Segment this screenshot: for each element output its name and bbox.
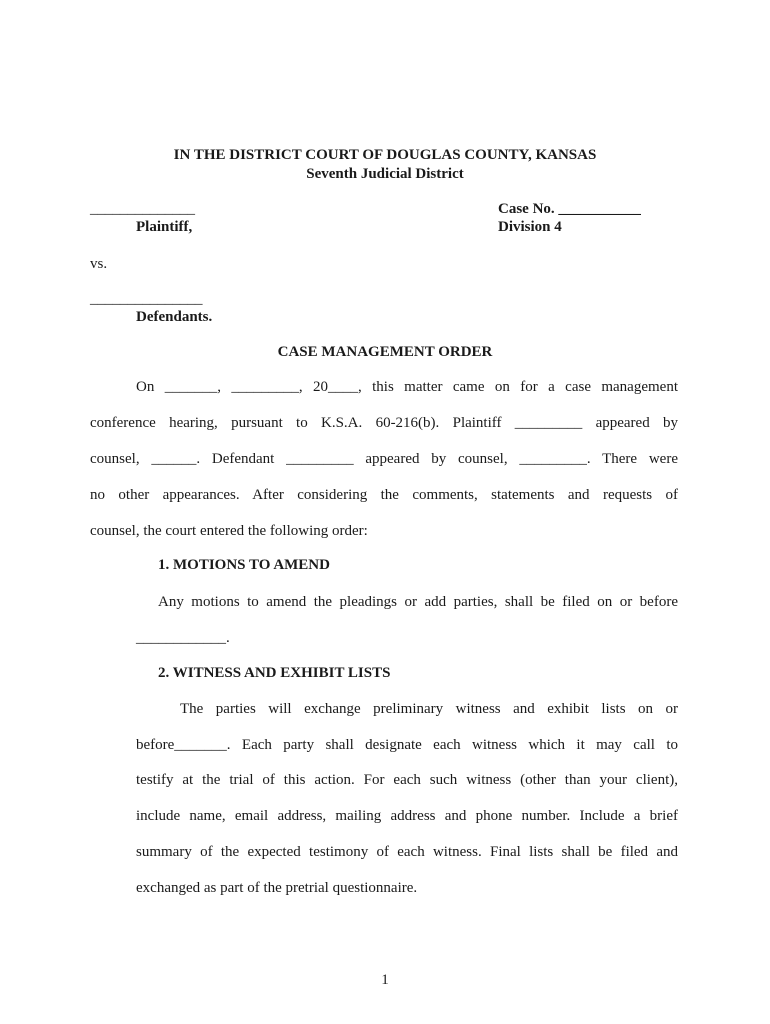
division-label: Division 4 [498, 219, 562, 235]
intro-line-4: no other appearances. After considering the comments, statements and requests of [90, 487, 678, 503]
intro-line-5: counsel, the court entered the following order: [90, 523, 368, 539]
intro-line-3: counsel, ______. Defendant _________ appeared by counsel, _________. There were [90, 451, 678, 467]
section-1-line-2: ____________. [136, 630, 230, 646]
plaintiff-blank: ______________ [90, 201, 195, 217]
section-2-line-4: include name, email address, mailing address and phone number. Include a brief [136, 808, 678, 824]
plaintiff-label: Plaintiff, [136, 219, 193, 235]
section-2-line-5: summary of the expected testimony of each witness. Final lists shall be filed and [136, 844, 678, 860]
intro-line-2: conference hearing, pursuant to K.S.A. 60-216(b). Plaintiff _________ appeared by [90, 415, 678, 431]
section-2-line-1: The parties will exchange preliminary witness and exhibit lists on or [180, 701, 678, 717]
defendant-blank: _______________ [90, 291, 203, 307]
section-1-line-1: Any motions to amend the pleadings or add parties, shall be filed on or before [158, 594, 678, 610]
defendant-label: Defendants. [136, 309, 213, 325]
intro-line-1: On _______, _________, 20____, this matter came on for a case management [136, 379, 678, 395]
section-2-heading: 2. WITNESS AND EXHIBIT LISTS [158, 665, 391, 681]
district-heading: Seventh Judicial District [306, 166, 464, 182]
case-number: Case No. ___________ [498, 201, 641, 217]
section-2-line-3: testify at the trial of this action. For each such witness (other than your client), [136, 772, 678, 788]
order-title: CASE MANAGEMENT ORDER [277, 344, 493, 360]
section-2-line-6: exchanged as part of the pretrial questionnaire. [136, 880, 418, 896]
section-2-line-2: before_______. Each party shall designate each witness which it may call to [136, 737, 678, 753]
section-1-heading: 1. MOTIONS TO AMEND [158, 557, 330, 573]
page-number: 1 [381, 972, 389, 988]
court-heading: IN THE DISTRICT COURT OF DOUGLAS COUNTY, KANSAS [173, 147, 597, 163]
versus-text: vs. [90, 256, 108, 272]
